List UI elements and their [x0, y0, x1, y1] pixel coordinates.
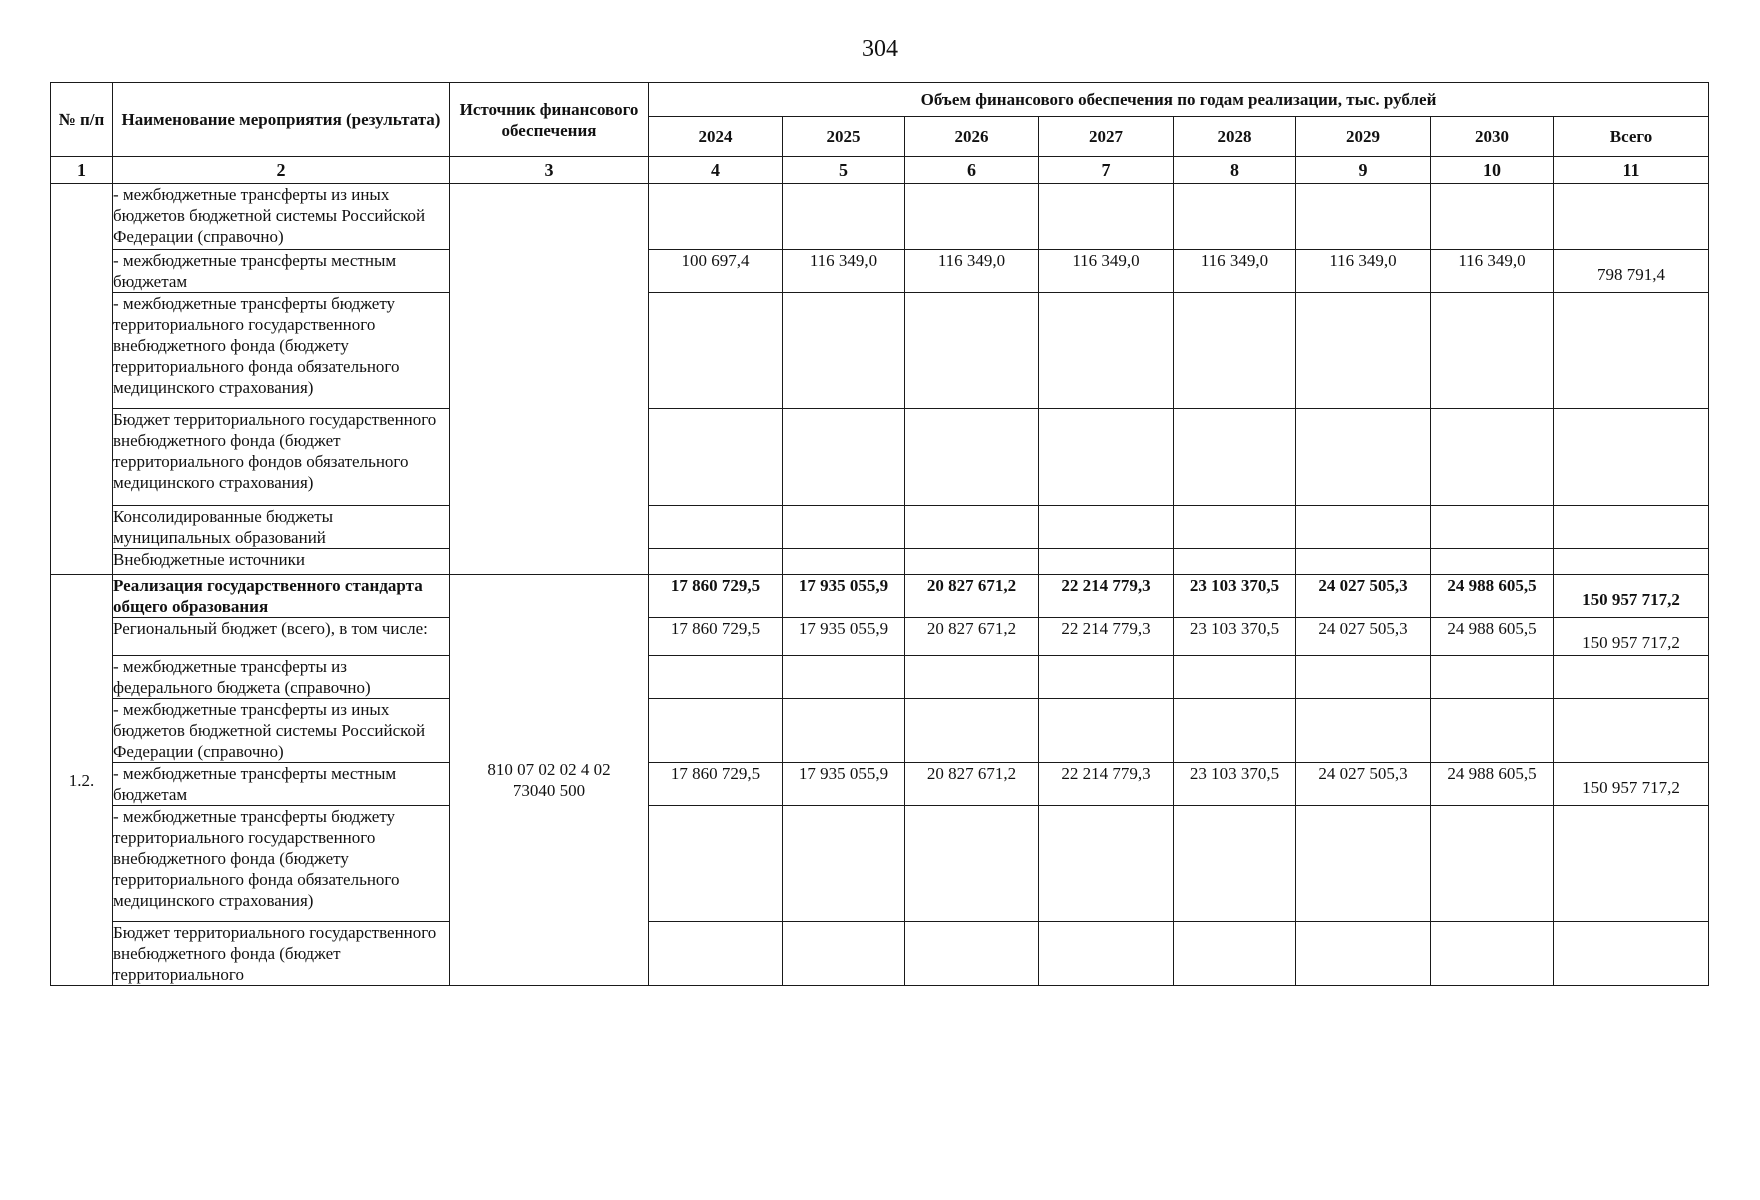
value-cell [649, 549, 783, 575]
value-cell [1039, 806, 1174, 922]
header-index-row [51, 157, 1709, 184]
value-cell [783, 293, 905, 409]
total-cell [1554, 549, 1709, 575]
value-cell [905, 699, 1039, 763]
value-cell [1431, 549, 1554, 575]
total-cell [1554, 409, 1709, 506]
header-year: 2030 [1431, 117, 1554, 157]
value-cell [649, 699, 783, 763]
value-cell [783, 549, 905, 575]
value-cell: 24 988 605,5 [1431, 763, 1554, 806]
value-cell: 22 214 779,3 [1039, 575, 1174, 618]
value-cell: 22 214 779,3 [1039, 618, 1174, 656]
activity-name: Консолидированные бюджеты муниципальных образований [113, 506, 450, 549]
value-cell [1431, 656, 1554, 699]
value-cell [905, 806, 1039, 922]
value-cell: 23 103 370,5 [1174, 575, 1296, 618]
value-cell [1431, 922, 1554, 986]
value-cell [1296, 699, 1431, 763]
column-index: 4 [649, 157, 783, 184]
column-index: 7 [1039, 157, 1174, 184]
value-cell: 24 988 605,5 [1431, 618, 1554, 656]
value-cell [1039, 293, 1174, 409]
table-row [51, 250, 1709, 293]
value-cell [783, 806, 905, 922]
header-volume: Объем финансового обеспечения по годам реализации, тыс. рублей [649, 83, 1709, 117]
value-cell: 116 349,0 [905, 250, 1039, 293]
value-cell: 116 349,0 [1296, 250, 1431, 293]
value-cell [1039, 506, 1174, 549]
activity-name: Бюджет территориального государственного внебюджетного фонда (бюджет территориального фондов обязательного медицинского страхования) [113, 409, 450, 506]
value-cell [1296, 293, 1431, 409]
value-cell [1431, 506, 1554, 549]
value-cell [905, 184, 1039, 250]
header-year: 2027 [1039, 117, 1174, 157]
value-cell: 17 860 729,5 [649, 575, 783, 618]
funding-source [450, 184, 649, 575]
header-name: Наименование мероприятия (результата) [113, 83, 450, 157]
value-cell [1431, 699, 1554, 763]
value-cell [649, 922, 783, 986]
value-cell [1174, 656, 1296, 699]
total-cell [1554, 184, 1709, 250]
column-index: 10 [1431, 157, 1554, 184]
activity-name: - межбюджетные трансферты местным бюджетам [113, 763, 450, 806]
activity-name: - межбюджетные трансферты бюджету территориального государственного внебюджетного фонда (бюджету территориального фонда обязательного медицинского страхования) [113, 806, 450, 922]
column-index: 8 [1174, 157, 1296, 184]
column-index: 5 [783, 157, 905, 184]
value-cell [905, 293, 1039, 409]
value-cell [649, 184, 783, 250]
total-cell [1554, 922, 1709, 986]
value-cell [1174, 806, 1296, 922]
value-cell: 24 027 505,3 [1296, 575, 1431, 618]
header-number: № п/п [51, 83, 113, 157]
value-cell [649, 293, 783, 409]
value-cell [1174, 506, 1296, 549]
total-cell: 150 957 717,2 [1554, 618, 1709, 656]
activity-name: - межбюджетные трансферты местным бюджетам [113, 250, 450, 293]
funding-source-line: 73040 500 [512, 781, 586, 800]
activity-name: - межбюджетные трансферты из федерального бюджета (справочно) [113, 656, 450, 699]
value-cell [1039, 656, 1174, 699]
value-cell: 17 935 055,9 [783, 618, 905, 656]
value-cell: 116 349,0 [783, 250, 905, 293]
value-cell [1039, 409, 1174, 506]
column-index: 1 [51, 157, 113, 184]
financing-table [50, 82, 1709, 986]
table-header [51, 83, 1709, 184]
value-cell [783, 922, 905, 986]
value-cell [1296, 409, 1431, 506]
table-row [51, 549, 1709, 575]
activity-name: Региональный бюджет (всего), в том числе: [113, 618, 450, 656]
value-cell: 116 349,0 [1431, 250, 1554, 293]
activity-name: - межбюджетные трансферты из иных бюджетов бюджетной системы Российской Федерации (справочно) [113, 699, 450, 763]
activity-name: - межбюджетные трансферты бюджету территориального государственного внебюджетного фонда (бюджету территориального фонда обязательного медицинского страхования) [113, 293, 450, 409]
value-cell [783, 184, 905, 250]
column-index: 6 [905, 157, 1039, 184]
value-cell [783, 699, 905, 763]
value-cell [1039, 699, 1174, 763]
table-body [51, 184, 1709, 986]
table-row [51, 922, 1709, 986]
table-row [51, 806, 1709, 922]
value-cell [905, 506, 1039, 549]
value-cell: 116 349,0 [1174, 250, 1296, 293]
value-cell [1296, 549, 1431, 575]
value-cell [1431, 409, 1554, 506]
value-cell: 100 697,4 [649, 250, 783, 293]
table-row [51, 184, 1709, 250]
table-row [51, 763, 1709, 806]
value-cell: 17 935 055,9 [783, 575, 905, 618]
value-cell: 23 103 370,5 [1174, 763, 1296, 806]
value-cell [649, 806, 783, 922]
value-cell [1431, 806, 1554, 922]
table-row [51, 575, 1709, 618]
column-index: 9 [1296, 157, 1431, 184]
table-row [51, 618, 1709, 656]
value-cell: 23 103 370,5 [1174, 618, 1296, 656]
table-row [51, 506, 1709, 549]
value-cell [1296, 656, 1431, 699]
value-cell: 22 214 779,3 [1039, 763, 1174, 806]
column-index: 11 [1554, 157, 1709, 184]
value-cell [1039, 922, 1174, 986]
total-cell [1554, 806, 1709, 922]
table-row [51, 656, 1709, 699]
total-cell [1554, 293, 1709, 409]
activity-name: Внебюджетные источники [113, 549, 450, 575]
value-cell [649, 656, 783, 699]
value-cell [1296, 506, 1431, 549]
activity-name: - межбюджетные трансферты из иных бюджетов бюджетной системы Российской Федерации (справочно) [113, 184, 450, 250]
funding-source [450, 575, 649, 986]
value-cell [783, 409, 905, 506]
row-number [51, 184, 113, 575]
value-cell [1174, 409, 1296, 506]
header-year: 2029 [1296, 117, 1431, 157]
value-cell [1174, 549, 1296, 575]
total-cell: 150 957 717,2 [1554, 763, 1709, 806]
value-cell: 20 827 671,2 [905, 575, 1039, 618]
value-cell [1296, 806, 1431, 922]
value-cell [649, 409, 783, 506]
total-cell [1554, 656, 1709, 699]
total-cell [1554, 506, 1709, 549]
total-cell: 798 791,4 [1554, 250, 1709, 293]
value-cell: 17 860 729,5 [649, 763, 783, 806]
column-index: 2 [113, 157, 450, 184]
header-year: 2028 [1174, 117, 1296, 157]
value-cell: 116 349,0 [1039, 250, 1174, 293]
row-number: 1.2. [51, 575, 113, 986]
activity-name: Бюджет территориального государственного внебюджетного фонда (бюджет территориального [113, 922, 450, 986]
value-cell [1296, 922, 1431, 986]
header-year: 2026 [905, 117, 1039, 157]
value-cell [1039, 549, 1174, 575]
funding-source-line: 810 07 02 02 4 02 [487, 760, 611, 779]
value-cell [1174, 293, 1296, 409]
table-row [51, 293, 1709, 409]
value-cell: 24 027 505,3 [1296, 618, 1431, 656]
column-index: 3 [450, 157, 649, 184]
value-cell: 24 027 505,3 [1296, 763, 1431, 806]
header-year: 2025 [783, 117, 905, 157]
page-number: 304 [862, 36, 898, 62]
value-cell [783, 656, 905, 699]
value-cell [1174, 922, 1296, 986]
header-year: 2024 [649, 117, 783, 157]
value-cell: 20 827 671,2 [905, 763, 1039, 806]
total-cell: 150 957 717,2 [1554, 575, 1709, 618]
value-cell: 17 935 055,9 [783, 763, 905, 806]
total-cell [1554, 699, 1709, 763]
value-cell [905, 409, 1039, 506]
header-source: Источник финансового обеспечения [450, 83, 649, 157]
value-cell [1431, 184, 1554, 250]
header-total: Всего [1554, 117, 1709, 157]
value-cell [649, 506, 783, 549]
activity-name: Реализация государственного стандарта общего образования [113, 575, 450, 618]
value-cell [783, 506, 905, 549]
value-cell [1174, 184, 1296, 250]
value-cell: 20 827 671,2 [905, 618, 1039, 656]
value-cell [1174, 699, 1296, 763]
value-cell [1039, 184, 1174, 250]
value-cell [905, 922, 1039, 986]
value-cell [905, 656, 1039, 699]
value-cell: 24 988 605,5 [1431, 575, 1554, 618]
value-cell [1431, 293, 1554, 409]
value-cell: 17 860 729,5 [649, 618, 783, 656]
value-cell [905, 549, 1039, 575]
table-row [51, 699, 1709, 763]
table-row [51, 409, 1709, 506]
value-cell [1296, 184, 1431, 250]
